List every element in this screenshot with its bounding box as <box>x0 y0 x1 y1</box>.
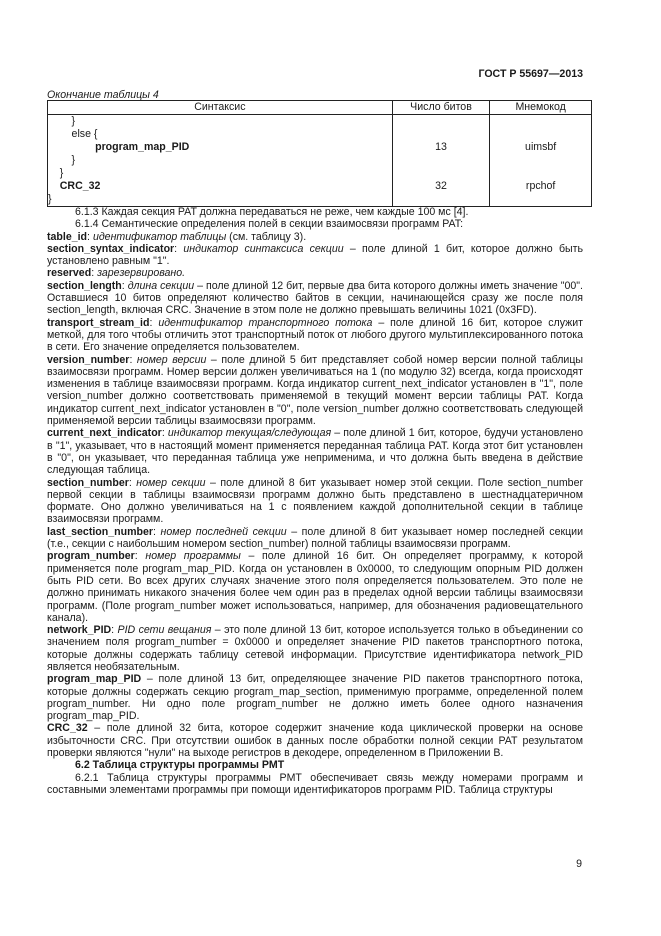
field-meaning: зарезервировано. <box>97 267 186 280</box>
paragraph-text: 6.1.4 Семантические определения полей в секции взаимосвязи программ PAT: <box>75 218 464 231</box>
paragraph-text: 6.1.3 Каждая секция PAT должна передаваться не реже, чем каждые 100 мс [4]. <box>75 206 469 218</box>
field-definition: last_section_number: номер последней секции – поле длиной 8 бит указывает номер последней секции (т.е., секции с наибольшим номером section_number) полной таблицы взаимосвязи программ. <box>47 525 583 551</box>
column-header-mnemonic: Мнемокод <box>490 101 592 115</box>
bits-value <box>393 128 490 141</box>
syntax-table <box>47 100 592 207</box>
field-term: transport_stream_id <box>47 316 150 329</box>
field-definition: transport_stream_id: идентификатор транспортного потока – поле длиной 16 бит, которое служит меткой, для того чтобы отличить этот транспортный поток от любого другого мультиплексированного потока в сети. Его значение определяется пользователем. <box>47 316 583 354</box>
field-meaning: индикатор синтаксиса секции <box>183 242 344 255</box>
mnemonic-value: uimsbf <box>525 141 557 153</box>
mnemonic-value <box>490 193 591 206</box>
column-header-bits: Число битов <box>392 101 490 115</box>
field-term: CRC_32 <box>47 722 88 735</box>
bits-value: 13 <box>435 141 447 153</box>
section-heading: 6.2 Таблица структуры программы PMT <box>75 759 285 772</box>
field-meaning: длина секции <box>127 279 195 292</box>
table-header-row <box>48 101 592 115</box>
field-meaning: индикатор текущая/следующая <box>167 427 332 440</box>
field-definition: table_id: идентификатор таблицы (см. таблицу 3). <box>47 230 307 243</box>
field-term: version_number <box>47 353 130 366</box>
field-definition: network_PID: PID сети вещания – это поле длиной 13 бит, которое используется только в объединении со значением поля program_number = 0x0000 и определяет значение PID пакетов транспортного потока, которые должны содержать таблицу сетевой информации. Присутствие идентификатора network_PID является необязательным. <box>47 624 584 673</box>
field-term: reserved <box>47 267 92 280</box>
paragraph <box>47 218 583 230</box>
bits-value <box>393 193 490 206</box>
paragraph-text: – поле длиной 12 бит, первые два бита которого должны иметь значение "00". Оставшиеся 10 битов определяют количество байтов в секции, начинающейся сразу же после поля section_length, включая CRC. Значение в этом поле не должно превышать величины 1021 (0x3FD). <box>47 279 584 317</box>
mnemonic-value <box>490 154 591 167</box>
mnemonic-value <box>490 128 591 141</box>
paragraph-text: – поле длиной 32 бита, которое содержит значение кода циклической проверки на основе избыточности CRC. При отсутствии ошибок в данных после обработки полной секции PAT результатом проверки являются "нули" на выходе регистров в декодере, определенном в Приложении В. <box>47 722 583 760</box>
field-definition: current_next_indicator: индикатор текущая/следующая – поле длиной 1 бит, которое, будучи установлено в "1", указывает, что в настоящий момент применяется переданная таблица PAT. Когда этот бит установлен в "0", он указывает, что переданная таблица уже неприменима, и что должна быть введена в действие следующая таблица. <box>47 427 583 477</box>
field-meaning: номер последней секции <box>160 525 287 538</box>
paragraph-text: – поле длиной 16 бит. Он определяет программу, к которой применяется поле program_map_PID. Когда он установлен в 0x0000, то следующим опорным PID должен быть PID сети. Во всех других случаях значение этого поля определяется пользователем. Это поле не должно принимать никакого значения более чем один раз в пределах одной версии таблицы взаимосвязи программ. (Поле program_number может использоваться, например, для обозначения радиовещательного канала). <box>47 550 584 624</box>
field-term: network_PID <box>47 624 112 637</box>
field-definition <box>47 673 583 722</box>
table-body-row <box>48 115 592 207</box>
field-definition: program_number: номер программы – поле длиной 16 бит. Он определяет программу, к которой применяется поле program_map_PID. Когда он установлен в 0x0000, то следующим опорным PID должен быть PID сети. Во всех других случаях значение этого поля определяется пользователем. Это поле не должно принимать никакого значения более чем один раз в пределах одной версии таблицы взаимосвязи программ. (Поле program_number может использоваться, например, для обозначения радиовещательного канала). <box>47 550 584 624</box>
code-line: } <box>48 154 76 166</box>
bits-value: 32 <box>435 180 447 192</box>
field-term: section_syntax_indicator <box>47 242 175 255</box>
field-term: current_next_indicator <box>47 427 162 440</box>
code-line: CRC_32 <box>48 180 101 192</box>
field-meaning: номер версии <box>136 353 207 366</box>
field-definition: section_length: длина секции – поле длиной 12 бит, первые два бита которого должны иметь значение "00". Оставшиеся 10 битов определяют количество байтов в секции, начинающейся сразу же после поля section_length, включая CRC. Значение в этом поле не должно превышать величины 1021 (0x3FD). <box>47 279 584 317</box>
paragraph-text: – поле длиной 5 бит представляет собой номер версии полной таблицы взаимосвязи программ. Номер версии должен увеличиваться на 1 (по модулю 32) всегда, когда происходят изменения в таблице взаимосвязи программ. Когда индикатор current_next_indicator установлен в "1", поле version_number должно соответствовать применяемой в текущий момент версии таблицы PAT. Когда индикатор current_next_indicator установлен в "0", поле version_number должно соответствовать следующей применяемой версии таблицы взаимосвязи программ. <box>47 353 583 428</box>
field-term: section_number <box>47 476 129 489</box>
field-definition: section_number: номер секции – поле длиной 8 бит указывает номер этой секции. Поле section_number первой секции в таблицы взаимосвязи программ должно быть представлено в шестнадцатеричном формате. Оно должно увеличиваться на 1 с появлением каждой дополнительной секции в таблице взаимосвязи программ. <box>47 476 583 526</box>
field-term: table_id <box>47 230 88 243</box>
code-line: program_map_PID <box>48 141 190 153</box>
field-definition: section_syntax_indicator: индикатор синтаксиса секции – поле длиной 1 бит, которое должно быть установлено равным "1". <box>47 242 583 268</box>
field-definition: reserved: зарезервировано. <box>47 267 186 280</box>
mnemonic-value <box>490 167 591 180</box>
code-line: } <box>48 193 52 205</box>
column-header-syntax: Синтаксис <box>48 101 393 115</box>
field-term: last_section_number <box>47 525 153 538</box>
field-term: section_length <box>47 279 122 292</box>
table-caption: Окончание таблицы 4 <box>47 89 159 101</box>
bits-cell <box>392 115 490 207</box>
bits-value <box>393 115 490 128</box>
syntax-cell <box>48 115 393 207</box>
code-line: else { <box>48 128 98 140</box>
mnemonic-value <box>490 115 591 128</box>
page-number: 9 <box>576 858 582 870</box>
field-definition <box>47 722 583 759</box>
field-definition: version_number: номер версии – поле длиной 5 бит представляет собой номер версии полной таблицы взаимосвязи программ. Номер версии должен увеличиваться на 1 (по модулю 32) всегда, когда происходят изменения в таблице взаимосвязи программ. Когда индикатор current_next_indicator установлен в "1", поле version_number должно соответствовать применяемой в текущий момент версии таблицы PAT. Когда индикатор current_next_indicator установлен в "0", поле version_number должно соответствовать следующей применяемой версии таблицы взаимосвязи программ. <box>47 353 583 428</box>
field-term: program_map_PID <box>47 673 142 686</box>
field-meaning: номер секции <box>136 476 206 489</box>
paragraph-text: – это поле длиной 13 бит, которое используется только в объединении со значением поля program_number = 0x0000 и определяет значение PID пакетов транспортного потока, которые должны содержать таблицу сетевой информации. Присутствие идентификатора network_PID является необязательным. <box>47 624 584 673</box>
mnemonic-value: rpchof <box>525 180 556 192</box>
paragraph-text: – поле длиной 13 бит, определяющее значение PID пакетов транспортного потока, которые должны содержать секцию program_map_section, применимую программе, определенной полем program_number. Ни одно поле program_number не должно иметь более одного назначения program_map_PID. <box>47 673 583 723</box>
standard-designation: ГОСТ Р 55697—2013 <box>478 68 583 80</box>
field-meaning: идентификатор транспортного потока <box>158 316 373 329</box>
paragraph <box>47 206 583 218</box>
paragraph-text: – поле длиной 1 бит, которое, будучи установлено в "1", указывает, что в настоящий момент применяется переданная таблица PAT. Когда этот бит установлен в "0", он указывает, что переданная таблица уже неприменима, и что должна быть введена в действие следующая таблица. <box>47 427 583 477</box>
bits-value <box>393 167 490 180</box>
field-meaning: идентификатор таблицы <box>92 230 227 243</box>
paragraph: 6.2.1 Таблица структуры программы PMT обеспечивает связь между номерами программ и составными элементами программы при помощи идентификаторов программ PID. Таблица структуры <box>47 771 583 796</box>
field-meaning: PID сети вещания <box>117 624 212 637</box>
paragraph-text: (см. таблицу 3). <box>226 230 307 243</box>
field-meaning: номер программы <box>145 550 241 563</box>
body-text <box>47 206 583 796</box>
code-line: } <box>48 167 64 179</box>
code-line: } <box>48 115 76 127</box>
paragraph-text: – поле длиной 16 бит, которое служит меткой, для того чтобы отличить этот транспортный поток от любого другого мультиплексированного потока в сети. Его значение определяется пользователем. <box>47 316 583 354</box>
mnemonic-cell <box>490 115 592 207</box>
paragraph-text: – поле длиной 8 бит указывает номер последней секции (т.е., секции с наибольшим номером section_number) полной таблицы взаимосвязи программ. <box>47 525 583 551</box>
paragraph-text: – поле длиной 8 бит указывает номер этой секции. Поле section_number первой секции в таблицы взаимосвязи программ должно быть представлено в шестнадцатеричном формате. Оно должно увеличиваться на 1 с появлением каждой дополнительной секции в таблице взаимосвязи программ. <box>47 476 583 526</box>
field-term: program_number <box>47 550 135 563</box>
paragraph-text: – поле длиной 1 бит, которое должно быть установлено равным "1". <box>47 242 583 268</box>
bits-value <box>393 154 490 167</box>
